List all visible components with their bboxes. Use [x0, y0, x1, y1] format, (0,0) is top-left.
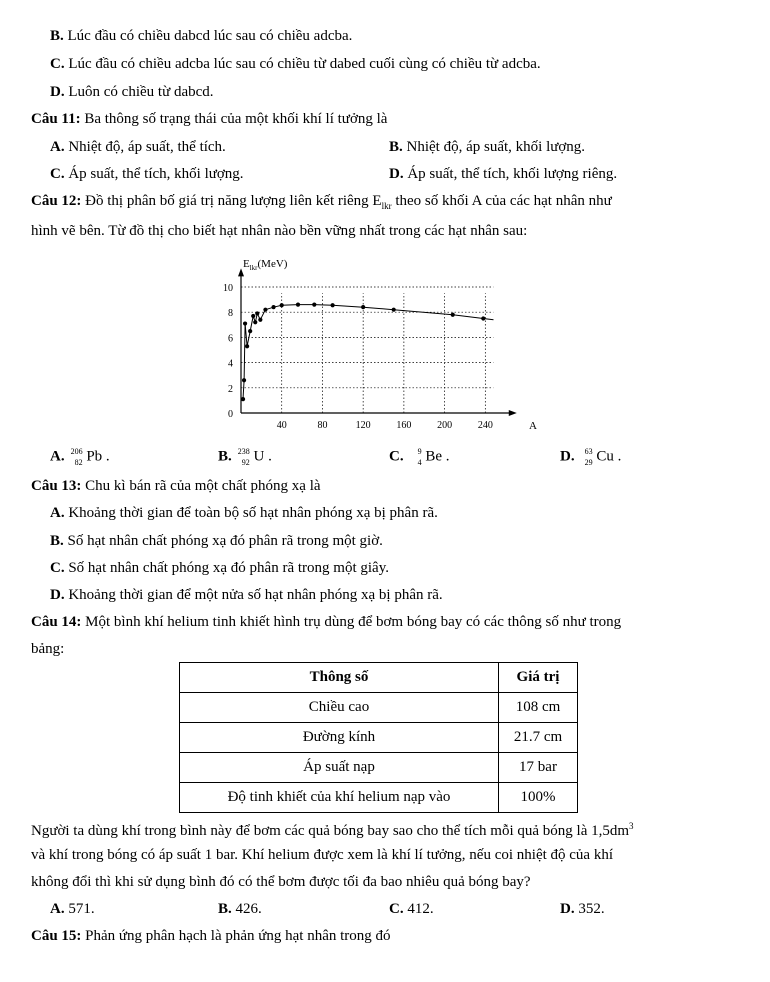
question-text: Đồ thị phân bố giá trị năng lượng liên kết riêng E	[85, 193, 382, 209]
question-text: Ba thông số trạng thái của một khối khí lí tưởng là	[84, 111, 388, 127]
x-tick-label: 120	[355, 420, 371, 431]
mass-number: 206	[70, 447, 83, 456]
y-tick-label: 6	[228, 333, 233, 345]
q11-stem	[31, 109, 387, 129]
option-text: Nhiệt độ, áp suất, khối lượng.	[406, 139, 586, 155]
parameters-table	[179, 662, 578, 813]
x-tick-label: 80	[317, 420, 328, 431]
q12-stem-line1	[31, 191, 612, 216]
option-text: Áp suất, thể tích, khối lượng riêng.	[407, 166, 618, 182]
y-axis-label: $E_{lkr}(MeV)$	[243, 258, 288, 272]
table-cell: Chiều cao	[180, 693, 499, 723]
q11-option-c	[50, 164, 244, 184]
question-label: Câu 13:	[31, 478, 82, 494]
data-point	[243, 321, 247, 325]
table-header-cell: Thông số	[180, 663, 499, 693]
element-symbol: Pb .	[86, 448, 110, 465]
option-letter: B.	[50, 28, 64, 44]
question-text: Người ta dùng khí trong bình này để bơm các quả bóng bay sao cho thể tích mỗi quả bóng là 1,5dm	[31, 823, 630, 839]
option-letter: C.	[389, 448, 404, 465]
data-curve	[243, 305, 494, 400]
data-point	[361, 305, 365, 309]
q14-paragraph-line1	[31, 816, 634, 841]
mass-number: 9	[417, 447, 422, 456]
nuclide-notation	[579, 446, 593, 468]
q14-stem-line2	[31, 639, 64, 659]
option-text: Áp suất, thể tích, khối lượng.	[68, 166, 244, 182]
option-letter: C.	[50, 166, 65, 182]
question-text: Một bình khí helium tinh khiết hình trụ dùng để bơm bóng bay có các thông số như trong	[85, 614, 622, 630]
q14-paragraph-line3	[31, 872, 531, 892]
atomic-number: 4	[417, 458, 422, 467]
nuclide-notation	[69, 446, 83, 468]
option-letter: B.	[218, 448, 232, 465]
x-tick-label: 200	[437, 420, 453, 431]
option-letter: A.	[50, 901, 65, 917]
nuclide-notation	[408, 446, 422, 468]
option-text: Nhiệt độ, áp suất, thể tích.	[68, 139, 226, 155]
question-text: và khí trong bóng có áp suất 1 bar. Khí helium được xem là khí lí tưởng, nếu coi nhiệt độ của khí	[31, 847, 614, 863]
option-letter: B.	[218, 901, 232, 917]
option-text: Khoảng thời gian để một nửa số hạt nhân phóng xạ bị phân rã.	[68, 587, 443, 603]
data-point	[296, 303, 300, 307]
q14-option-c	[389, 899, 434, 919]
unit-superscript: 3	[629, 821, 634, 831]
data-point	[255, 311, 259, 315]
option-letter: A.	[50, 139, 65, 155]
data-point	[258, 318, 262, 322]
data-point	[392, 308, 396, 312]
table-header-row	[180, 663, 578, 693]
y-tick-label: 4	[228, 358, 233, 370]
q13-stem	[31, 476, 321, 496]
data-point	[248, 329, 252, 333]
option-letter: C.	[50, 56, 65, 72]
data-point	[253, 320, 257, 324]
q14-option-b	[218, 899, 262, 919]
option-letter: D.	[560, 448, 575, 465]
q10-option-d	[50, 82, 214, 102]
data-point	[312, 303, 316, 307]
table-row	[180, 723, 578, 753]
option-text: 412.	[407, 901, 434, 917]
question-text: hình vẽ bên. Từ đồ thị cho biết hạt nhân nào bền vững nhất trong các hạt nhân sau:	[31, 223, 528, 239]
binding-energy-chart	[215, 250, 555, 435]
x-tick-label: 240	[477, 420, 493, 431]
table-cell: 108 cm	[499, 693, 578, 723]
data-point	[245, 344, 249, 348]
option-text: Lúc đầu có chiều adcba lúc sau có chiều từ dabed cuối cùng có chiều từ adcba.	[68, 56, 541, 72]
question-label: Câu 12:	[31, 193, 82, 209]
option-text: Số hạt nhân chất phóng xạ đó phân rã trong một giờ.	[67, 533, 383, 549]
option-text: 352.	[578, 901, 605, 917]
x-axis-arrow	[509, 410, 517, 416]
q14-paragraph-line2	[31, 845, 613, 865]
atomic-number: 29	[584, 458, 593, 467]
question-text: bảng:	[31, 641, 65, 657]
question-text: Phản ứng phân hạch là phản ứng hạt nhân trong đó	[85, 928, 391, 944]
q15-stem	[31, 926, 391, 946]
q14-stem-line1	[31, 612, 621, 632]
x-tick-label: 40	[276, 420, 287, 431]
option-text: 571.	[68, 901, 95, 917]
x-tick-label: 160	[396, 420, 412, 431]
chart-axes	[238, 268, 517, 416]
data-point	[251, 314, 255, 318]
q12-option-c	[389, 446, 450, 468]
q12-stem-line2	[31, 221, 527, 241]
nuclide-notation	[236, 446, 250, 468]
question-text: Chu kì bán rã của một chất phóng xạ là	[85, 478, 321, 494]
y-tick-label: 10	[223, 283, 233, 294]
y-tick-label: 2	[228, 383, 233, 395]
q14-option-a	[50, 899, 95, 919]
q14-option-d	[560, 899, 605, 919]
atomic-number: 92	[241, 458, 250, 467]
data-point	[331, 303, 335, 307]
q13-option-d	[50, 585, 443, 605]
question-label: Câu 15:	[31, 928, 82, 944]
option-letter: D.	[389, 166, 404, 182]
option-letter: D.	[50, 587, 65, 603]
element-symbol: Be .	[425, 448, 450, 465]
data-point	[263, 308, 267, 312]
y-tick-label: 8	[228, 308, 233, 320]
table-cell: Đường kính	[180, 723, 499, 753]
question-text: không đổi thì khi sử dụng bình đó có thể bơm được tối đa bao nhiêu quả bóng bay?	[31, 874, 531, 890]
option-letter: D.	[50, 84, 65, 100]
option-letter: D.	[560, 901, 575, 917]
option-letter: A.	[50, 505, 65, 521]
q10-option-c	[50, 54, 541, 74]
q12-option-a	[50, 446, 110, 468]
table-row	[180, 753, 578, 783]
question-label: Câu 14:	[31, 614, 82, 630]
atomic-number: 82	[74, 458, 83, 467]
option-text: 426.	[235, 901, 262, 917]
option-letter: B.	[50, 533, 64, 549]
table-cell: Độ tinh khiết của khí helium nạp vào	[180, 783, 499, 813]
option-text: Lúc đầu có chiều dabcd lúc sau có chiều adcba.	[67, 28, 353, 44]
element-symbol: U .	[253, 448, 272, 465]
symbol-subscript: lkr	[381, 201, 392, 211]
table-row	[180, 693, 578, 723]
option-letter: C.	[389, 901, 404, 917]
question-label: Câu 11:	[31, 111, 81, 127]
option-text: Số hạt nhân chất phóng xạ đó phân rã trong một giây.	[68, 560, 389, 576]
option-text: Khoảng thời gian để toàn bộ số hạt nhân phóng xạ bị phân rã.	[68, 505, 438, 521]
q11-option-d	[389, 164, 617, 184]
option-text: Luôn có chiều từ dabcd.	[68, 84, 214, 100]
data-point	[451, 313, 455, 317]
option-letter: C.	[50, 560, 65, 576]
mass-number: 238	[237, 447, 250, 456]
data-point	[271, 305, 275, 309]
q11-option-b	[389, 137, 585, 157]
table-header-cell: Giá trị	[499, 663, 578, 693]
table-cell: 100%	[499, 783, 578, 813]
q12-option-b	[218, 446, 272, 468]
data-point	[481, 316, 485, 320]
q13-option-b	[50, 531, 383, 551]
q10-option-b	[50, 26, 352, 46]
data-point	[242, 378, 246, 382]
x-axis-label: A	[529, 420, 537, 432]
data-point	[280, 303, 284, 307]
y-tick-label: 0	[228, 409, 233, 420]
q13-option-a	[50, 503, 438, 523]
q12-option-d	[560, 446, 621, 468]
option-letter: A.	[50, 448, 65, 465]
table-cell: Áp suất nạp	[180, 753, 499, 783]
question-text: theo số khối A của các hạt nhân như	[395, 193, 612, 209]
mass-number: 63	[584, 447, 593, 456]
table-cell: 21.7 cm	[499, 723, 578, 753]
q11-option-a	[50, 137, 226, 157]
table-cell: 17 bar	[499, 753, 578, 783]
chart-ticks	[223, 283, 493, 431]
q13-option-c	[50, 558, 389, 578]
element-symbol: Cu .	[596, 448, 622, 465]
table-row	[180, 783, 578, 813]
option-letter: B.	[389, 139, 403, 155]
data-point	[241, 397, 245, 401]
